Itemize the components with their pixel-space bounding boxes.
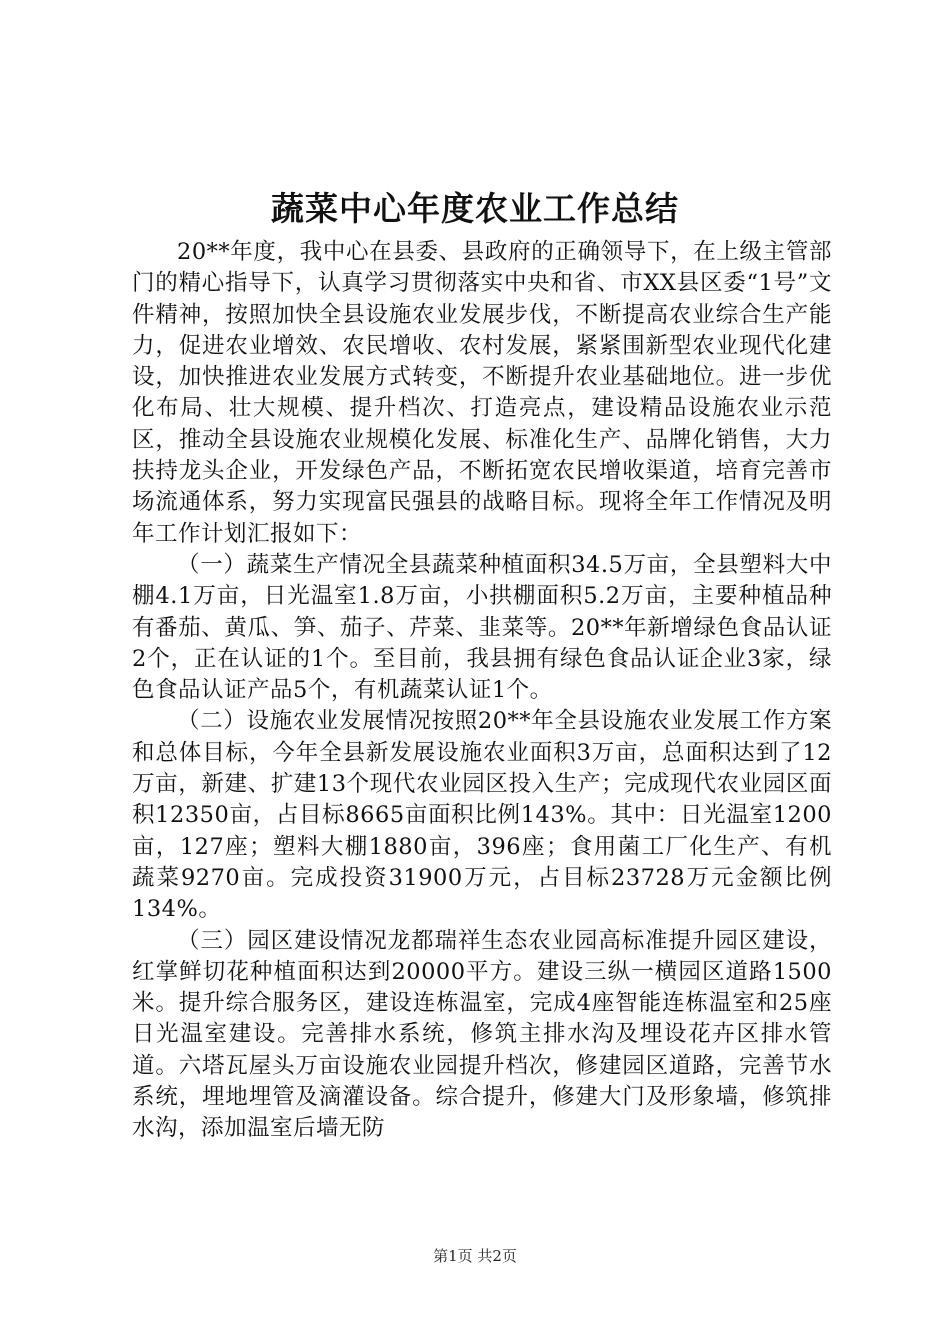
paragraph-facility-agriculture: （二）设施农业发展情况按照20**年全县设施农业发展工作方案和总体目标，今年全县新发展设施农业面积3万亩，总面积达到了12万亩，新建、扩建13个现代农业园区投入生产；完成现代农业园区面积12350亩，占目标8665亩面积比例143%。其中：日光温室1200亩，127座；塑料大棚1880亩，396座；食用菌工厂化生产、有机蔬菜9270亩。完成投资31900万元，占目标23728万元金额比例134%。: [132, 708, 832, 923]
paragraph-park-construction: （三）园区建设情况龙都瑞祥生态农业园高标准提升园区建设，红掌鲜切花种植面积达到20000平方。建设三纵一横园区道路1500米。提升综合服务区，建设连栋温室，完成4座智能连栋温室和25座日光温室建设。完善排水系统，修筑主排水沟及埋设花卉区排水管道。六塔瓦屋头万亩设施农业园提升档次，修建园区道路，完善节水系统，埋地埋管及滴灌设备。综合提升，修建大门及形象墙，修筑排水沟，添加温室后墙无防: [132, 927, 832, 1142]
document-title: 蔬菜中心年度农业工作总结: [271, 189, 679, 228]
page-footer: 第1页 共2页: [433, 1247, 517, 1265]
document-body: [132, 237, 832, 1145]
paragraph-vegetable-production: （一）蔬菜生产情况全县蔬菜种植面积34.5万亩，全县塑料大中棚4.1万亩，日光温室1.8万亩，小拱棚面积5.2万亩，主要种植品种有番茄、黄瓜、笋、茄子、芹菜、韭菜等。20**年新增绿色食品认证2个，正在认证的1个。至目前，我县拥有绿色食品认证企业3家，绿色食品认证产品5个，有机蔬菜认证1个。: [132, 551, 832, 704]
paragraph-intro: 20**年度，我中心在县委、县政府的正确领导下，在上级主管部门的精心指导下，认真学习贯彻落实中央和省、市XX县区委“1号”文件精神，按照加快全县设施农业发展步伐，不断提高农业综合生产能力，促进农业增效、农民增收、农村发展，紧紧围新型农业现代化建设，加快推进农业发展方式转变，不断提升农业基础地位。进一步优化布局、壮大规模、提升档次、打造亮点，建设精品设施农业示范区，推动全县设施农业规模化发展、标准化生产、品牌化销售，大力扶持龙头企业，开发绿色产品，不断拓宽农民增收渠道，培育完善市场流通体系，努力实现富民强县的战略目标。现将全年工作情况及明年工作计划汇报如下：: [132, 239, 832, 547]
